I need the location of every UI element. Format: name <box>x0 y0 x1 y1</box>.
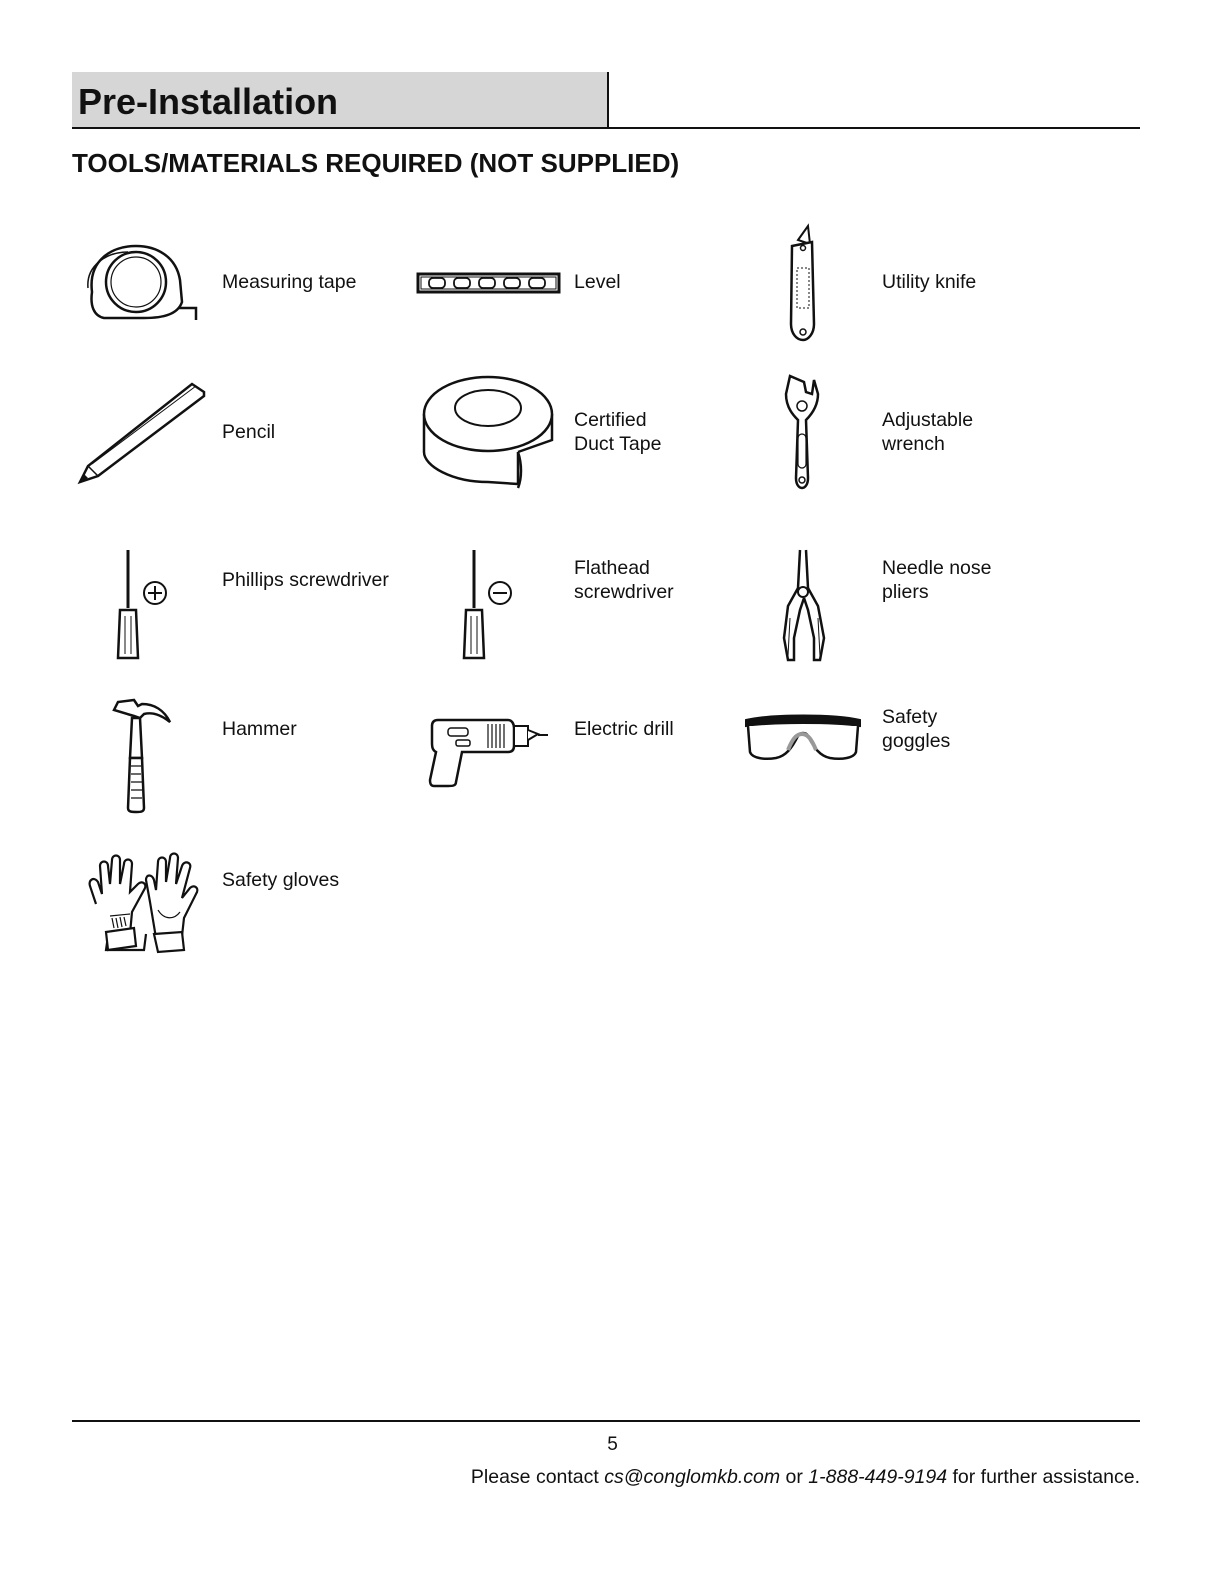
contact-phone[interactable]: 1-888-449-9194 <box>808 1466 948 1488</box>
adjustable-wrench-icon <box>782 374 822 490</box>
flathead-screwdriver-icon <box>462 548 516 662</box>
safety-goggles-icon <box>742 710 864 764</box>
pencil-label: Pencil <box>222 421 276 443</box>
duct-tape-icon <box>422 374 554 490</box>
level-label: Level <box>574 271 621 293</box>
utility-knife-label: Utility knife <box>882 271 977 293</box>
footer-rule <box>72 1420 1140 1422</box>
utility-knife-icon <box>786 224 820 342</box>
pliers-label-line2: pliers <box>882 581 929 603</box>
flathead-label-line2: screwdriver <box>574 581 674 603</box>
electric-drill-label: Electric drill <box>574 718 674 740</box>
phillips-screwdriver-icon <box>116 548 170 662</box>
hammer-label: Hammer <box>222 718 297 740</box>
measuring-tape-icon <box>84 242 202 324</box>
goggles-label-line1: Safety <box>882 706 938 728</box>
measuring-tape-label: Measuring tape <box>222 271 357 293</box>
contact-suffix: for further assistance. <box>947 1466 1140 1488</box>
safety-gloves-label: Safety gloves <box>222 869 340 891</box>
duct-tape-label-line2: Duct Tape <box>574 433 662 455</box>
flathead-label-line1: Flathead <box>574 557 650 579</box>
safety-gloves-icon <box>86 854 200 954</box>
pencil-icon <box>78 382 208 484</box>
goggles-label-line2: goggles <box>882 730 951 752</box>
needle-nose-pliers-icon <box>780 548 830 664</box>
phillips-screwdriver-label: Phillips screwdriver <box>222 569 389 591</box>
electric-drill-icon <box>428 716 550 788</box>
level-icon <box>416 272 561 294</box>
section-title: TOOLS/MATERIALS REQUIRED (NOT SUPPLIED) <box>72 148 680 178</box>
wrench-label-line1: Adjustable <box>882 409 974 431</box>
contact-email[interactable]: cs@conglomkb.com <box>604 1466 781 1488</box>
contact-line <box>471 1466 1140 1489</box>
header-rule <box>72 127 1140 129</box>
contact-mid: or <box>780 1466 809 1488</box>
page-title: Pre-Installation <box>78 81 339 122</box>
pliers-label-line1: Needle nose <box>882 557 992 579</box>
page-number: 5 <box>607 1434 618 1455</box>
wrench-label-line2: wrench <box>882 433 945 455</box>
duct-tape-label-line1: Certified <box>574 409 647 431</box>
hammer-icon <box>110 696 174 814</box>
contact-prefix: Please contact <box>470 1466 605 1488</box>
